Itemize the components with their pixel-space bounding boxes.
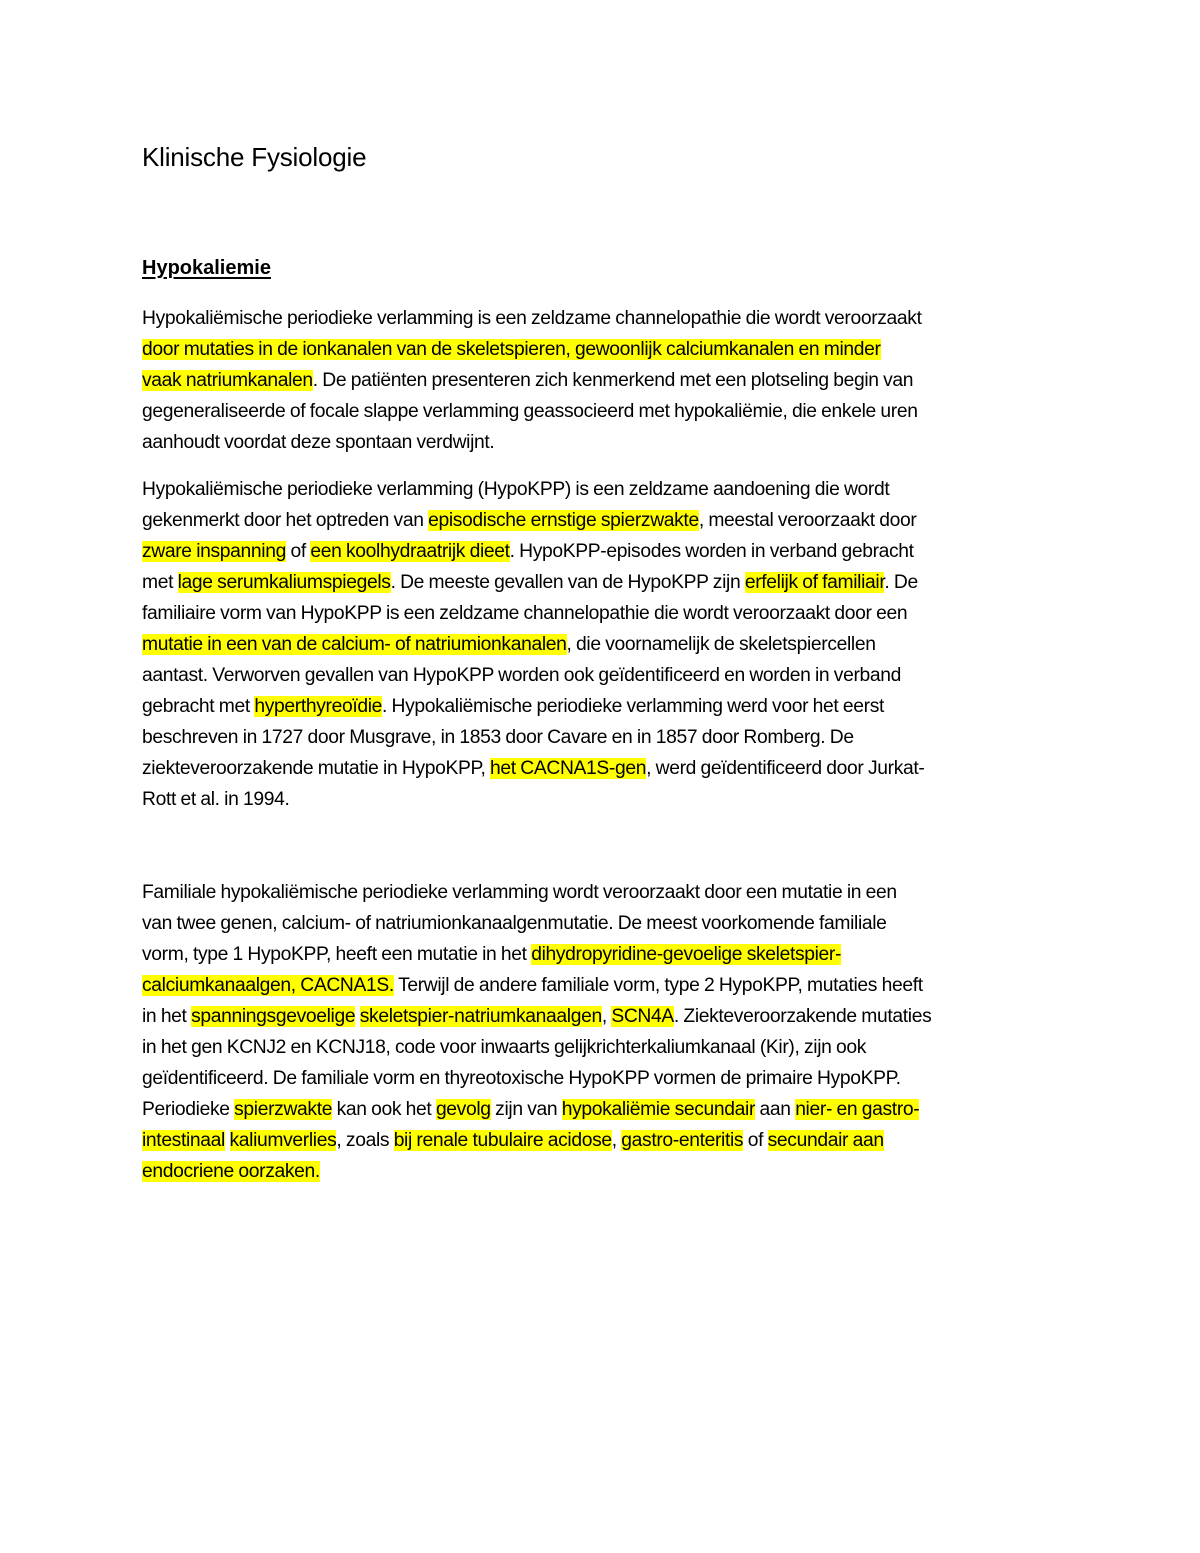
text-run: met — [142, 572, 178, 593]
text-run: Terwijl de andere familiale vorm, type 2 HypoKPP, mutaties heeft — [393, 975, 923, 996]
paragraph-line — [142, 908, 1067, 939]
text-run: , werd geïdentificeerd door Jurkat- — [646, 758, 925, 779]
paragraph-line — [142, 536, 1067, 567]
paragraph-line — [142, 598, 1067, 629]
highlighted-text: SCN4A — [611, 1006, 674, 1027]
highlighted-text: calciumkanaalgen, CACNA1S. — [142, 975, 394, 996]
highlighted-text: secundair aan — [767, 1130, 884, 1151]
text-run: of — [285, 541, 311, 562]
paragraph-line — [142, 970, 1067, 1001]
text-run: beschreven in 1727 door Musgrave, in 1853 door Cavare en in 1857 door Romberg. De — [142, 727, 854, 748]
text-run: . Ziekteveroorzakende mutaties — [673, 1006, 932, 1027]
text-run: aantast. Verworven gevallen van HypoKPP worden ook geïdentificeerd en worden in verband — [142, 665, 902, 686]
paragraph-line — [142, 1125, 1067, 1156]
text-run: geïdentificeerd. De familiale vorm en thyreotoxische HypoKPP vormen de primaire HypoKPP. — [142, 1068, 901, 1089]
paragraph-line — [142, 1094, 1067, 1125]
highlighted-text: door mutaties in de ionkanalen van de skeletspieren, gewoonlijk calciumkanalen en minder — [142, 339, 881, 360]
highlighted-text: zware inspanning — [142, 541, 286, 562]
text-run: Rott et al. in 1994. — [142, 789, 290, 810]
paragraph-line — [142, 877, 1067, 908]
text-run: , — [611, 1130, 622, 1151]
highlighted-text: erfelijk of familiair — [744, 572, 885, 593]
paragraph-line — [142, 1032, 1067, 1063]
text-run: aan — [755, 1099, 796, 1120]
paragraph-line — [142, 722, 1067, 753]
text-run: vorm, type 1 HypoKPP, heeft een mutatie in het — [142, 944, 532, 965]
text-run: . Hypokaliëmische periodieke verlamming werd voor het eerst — [382, 696, 885, 717]
text-run: aanhoudt voordat deze spontaan verdwijnt. — [142, 432, 495, 453]
highlighted-text: kaliumverlies — [229, 1130, 337, 1151]
highlighted-text: spanningsgevoelige — [191, 1006, 356, 1027]
text-run: Familiale hypokaliëmische periodieke verlamming wordt veroorzaakt door een mutatie in een — [142, 882, 897, 903]
text-run: Periodieke — [142, 1099, 235, 1120]
text-run: . De meeste gevallen van de HypoKPP zijn — [390, 572, 745, 593]
paragraph-line — [142, 784, 1067, 815]
text-run: gegeneraliseerde of focale slappe verlamming geassocieerd met hypokaliëmie, die enkele uren — [142, 401, 918, 422]
highlighted-text: bij renale tubulaire acidose — [393, 1130, 612, 1151]
paragraph-line — [142, 1063, 1067, 1094]
paragraph-line — [142, 334, 1067, 365]
paragraph-line — [142, 691, 1067, 722]
document-title: Klinische Fysiologie — [142, 142, 367, 172]
text-run: ziekteveroorzakende mutatie in HypoKPP, — [142, 758, 491, 779]
text-run: in het gen KCNJ2 en KCNJ18, code voor inwaarts gelijkrichterkaliumkanaal (Kir), zijn ook — [142, 1037, 867, 1058]
paragraph-line — [142, 1156, 1067, 1187]
paragraph-line — [142, 427, 1067, 458]
text-run — [225, 1130, 230, 1151]
text-run: . HypoKPP-episodes worden in verband gebracht — [509, 541, 914, 562]
highlighted-text: skeletspier-natriumkanaalgen — [359, 1006, 602, 1027]
text-run: , zoals — [336, 1130, 394, 1151]
highlighted-text: dihydropyridine-gevoelige skeletspier- — [531, 944, 842, 965]
text-run: van twee genen, calcium- of natriumionkanaalgenmutatie. De meest voorkomende familiale — [142, 913, 887, 934]
paragraph-line — [142, 629, 1067, 660]
highlighted-text: spierzwakte — [234, 1099, 333, 1120]
text-run: . De patiënten presenteren zich kenmerkend met een plotseling begin van — [312, 370, 914, 391]
highlighted-text: lage serumkaliumspiegels — [177, 572, 391, 593]
highlighted-text: endocriene oorzaken. — [142, 1161, 320, 1182]
paragraph-line — [142, 474, 1067, 505]
text-run: in het — [142, 1006, 192, 1027]
highlighted-text: intestinaal — [142, 1130, 225, 1151]
text-run: zijn van — [490, 1099, 562, 1120]
paragraph-line — [142, 1001, 1067, 1032]
text-run: , die voornamelijk de skeletspiercellen — [566, 634, 876, 655]
section-heading: Hypokaliemie — [142, 257, 271, 279]
highlighted-text: hypokaliëmie secundair — [561, 1099, 756, 1120]
text-run: gekenmerkt door het optreden van — [142, 510, 429, 531]
highlighted-text: mutatie in een van de calcium- of natriumionkanalen — [142, 634, 567, 655]
highlighted-text: vaak natriumkanalen — [142, 370, 313, 391]
highlighted-text: nier- en gastro- — [795, 1099, 920, 1120]
text-run: familiaire vorm van HypoKPP is een zeldzame channelopathie die wordt veroorzaakt door een — [142, 603, 908, 624]
paragraph-line — [142, 365, 1067, 396]
paragraph-line — [142, 396, 1067, 427]
text-run: kan ook het — [332, 1099, 436, 1120]
paragraph-line — [142, 939, 1067, 970]
highlighted-text: een koolhydraatrijk dieet — [310, 541, 510, 562]
text-run: Hypokaliëmische periodieke verlamming is een zeldzame channelopathie die wordt veroorzaakt — [142, 308, 922, 329]
text-run: of — [743, 1130, 768, 1151]
highlighted-text: episodische ernstige spierzwakte — [428, 510, 699, 531]
highlighted-text: gevolg — [435, 1099, 491, 1120]
text-run: Hypokaliëmische periodieke verlamming (HypoKPP) is een zeldzame aandoening die wordt — [142, 479, 890, 500]
paragraph — [142, 474, 1067, 815]
paragraph-line — [142, 505, 1067, 536]
highlighted-text: het CACNA1S-gen — [490, 758, 647, 779]
text-run: , meestal veroorzaakt door — [698, 510, 917, 531]
paragraph-line — [142, 660, 1067, 691]
paragraph-line — [142, 567, 1067, 598]
paragraph — [142, 303, 1067, 458]
text-run: , — [601, 1006, 612, 1027]
text-run: . De — [884, 572, 918, 593]
paragraph-line — [142, 303, 1067, 334]
paragraph — [142, 877, 1067, 1187]
highlighted-text: hyperthyreoïdie — [254, 696, 383, 717]
highlighted-text: gastro-enteritis — [621, 1130, 744, 1151]
text-run: gebracht met — [142, 696, 255, 717]
paragraph-line — [142, 753, 1067, 784]
